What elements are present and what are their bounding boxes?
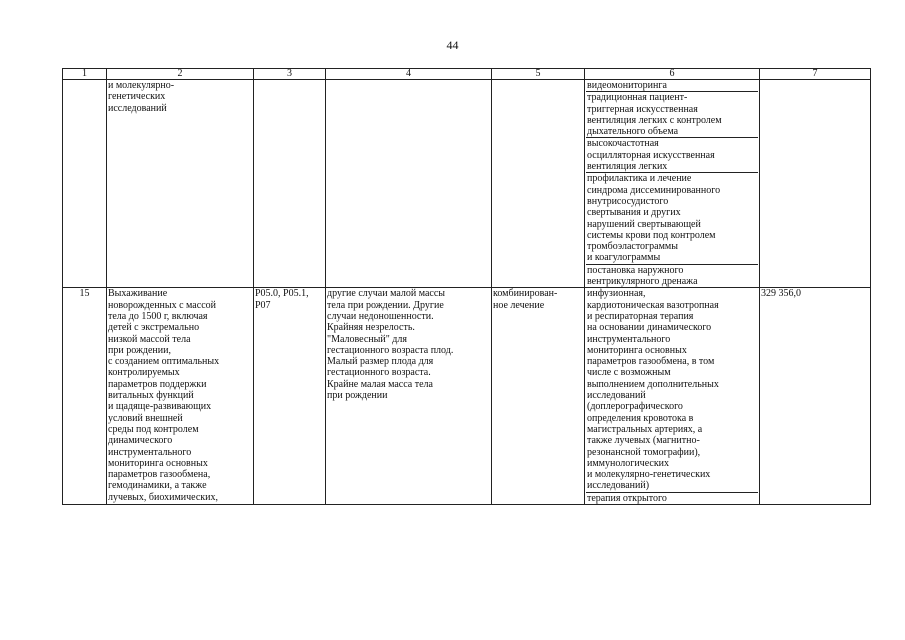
treatment-method-item: терапия открытого	[587, 492, 667, 504]
treatment-method-item: видеомониторинга	[586, 80, 758, 92]
cell-number: 15	[63, 288, 107, 505]
cell-icd-codes: P05.0, P05.1, P07	[254, 288, 326, 505]
cell-disease-model: другие случаи малой массы тела при рождении. Другие случаи недоношенности. Крайняя незрелость. "Маловесный" для гестационного возраста плод. Малый размер плода для гестационного возраста. Крайне малая масса тела при рождении	[326, 288, 492, 505]
column-header-1: 1	[63, 69, 107, 80]
column-number-row	[63, 69, 871, 80]
cell-treatment-type	[492, 80, 585, 288]
cell-treatment-methods	[585, 80, 760, 288]
cell-care-type: и молекулярно- генетических исследований	[107, 80, 254, 288]
cell-treatment-methods	[585, 288, 760, 505]
cell-disease-model	[326, 80, 492, 288]
table-row-continuation	[63, 80, 871, 288]
medical-care-table	[62, 68, 871, 505]
treatment-method-item: постановка наружного вентрикулярного дренажа	[587, 264, 698, 288]
cell-treatment-type: комбинирован- ное лечение	[492, 288, 585, 505]
page-number: 44	[446, 38, 459, 52]
column-header-2: 2	[107, 69, 254, 80]
cell-cost: 329 356,0	[760, 288, 871, 505]
column-header-6: 6	[585, 69, 760, 80]
column-header-7: 7	[760, 69, 871, 80]
treatment-method-item: традиционная пациент- триггерная искусственная вентиляция легких с контролем дыхательного объема	[586, 92, 758, 138]
treatment-method-item: инфузионная, кардиотоническая вазотропная и респираторная терапия на основании динамического инструментального мониторинга основных параметров газообмена, в том числе с возможным выполнением дополнительных исследований (доплерографического определения кровотока в магистральных артериях, а также лучевых (магнитно- резонансной томографии), иммунологических и молекулярно-генетических исследований)	[586, 288, 758, 492]
cell-icd-codes	[254, 80, 326, 288]
column-header-3: 3	[254, 69, 326, 80]
cell-cost	[760, 80, 871, 288]
table-row-15	[63, 288, 871, 505]
cell-number	[63, 80, 107, 288]
column-header-4: 4	[326, 69, 492, 80]
column-header-5: 5	[492, 69, 585, 80]
treatment-method-item: профилактика и лечение синдрома диссеминированного внутрисосудистого свертывания и других нарушений свертывающей системы крови под контролем тромбоэластограммы и коагулограммы	[586, 173, 758, 264]
treatment-method-item: высокочастотная осцилляторная искусственная вентиляция легких	[586, 138, 758, 173]
cell-care-type: Выхаживание новорожденных с массой тела до 1500 г, включая детей с экстремально низкой массой тела при рождении, с созданием оптимальных контролируемых параметров поддержки витальных функций и щадяще-развивающих условий внешней среды под контролем динамического инструментального мониторинга основных параметров газообмена, гемодинамики, а также лучевых, биохимических,	[107, 288, 254, 505]
